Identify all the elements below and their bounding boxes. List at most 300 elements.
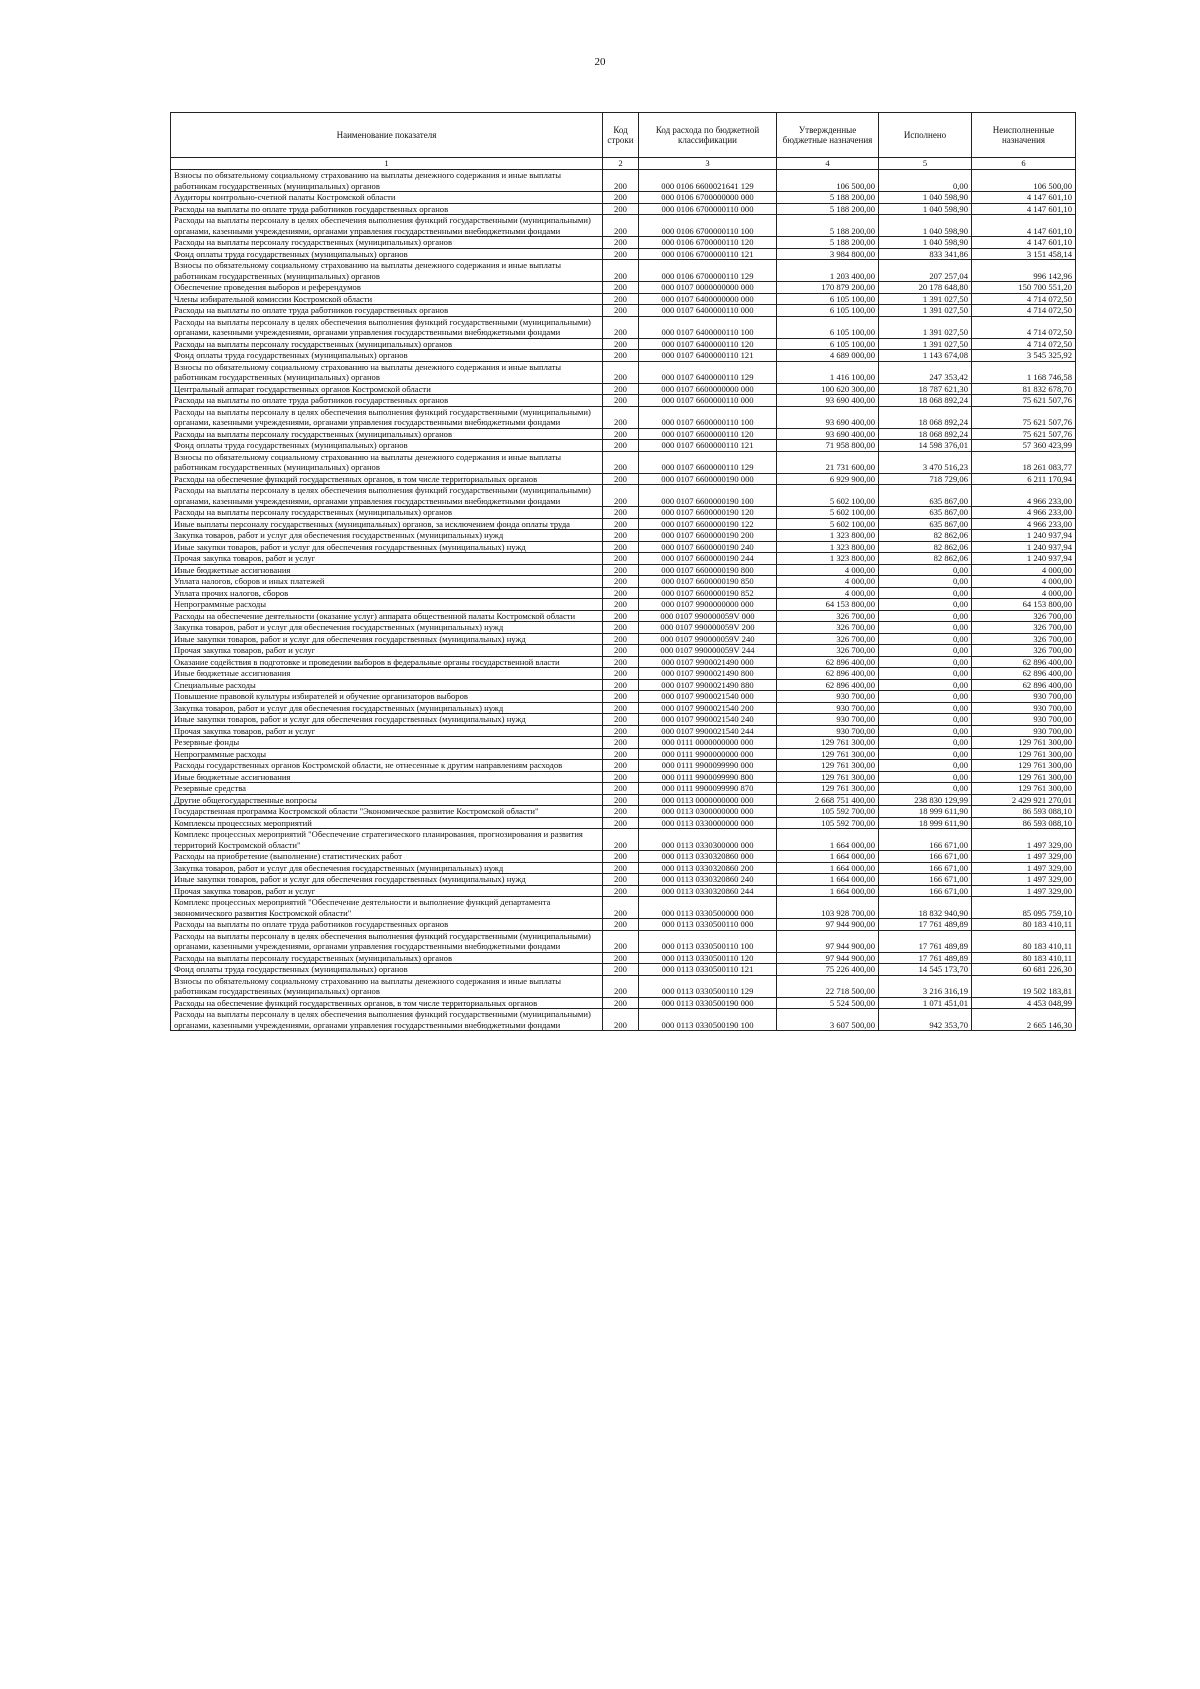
row-name: Расходы на выплаты персоналу государственных (муниципальных) органов (171, 338, 603, 350)
row-executed: 0,00 (879, 679, 972, 691)
row-name: Иные выплаты персоналу государственных (муниципальных) органов, за исключением фонда оплаты труда (171, 518, 603, 530)
table-row (171, 817, 1076, 829)
row-approved: 100 620 300,00 (777, 383, 879, 395)
row-approved: 1 203 400,00 (777, 260, 879, 282)
row-budget-code: 000 0113 0330500190 100 (639, 1009, 777, 1031)
row-approved: 3 984 800,00 (777, 248, 879, 260)
table-row (171, 599, 1076, 611)
column-number: 3 (639, 158, 777, 170)
row-executed: 0,00 (879, 599, 972, 611)
row-executed: 0,00 (879, 760, 972, 772)
row-line-code: 200 (603, 771, 639, 783)
row-name: Взносы по обязательному социальному страхованию на выплаты денежного содержания и иные выплаты работникам государственных (муниципальных) органов (171, 260, 603, 282)
row-unexecuted: 4 147 601,10 (972, 203, 1076, 215)
row-budget-code: 000 0107 990000059V 200 (639, 622, 777, 634)
row-executed: 18 068 892,24 (879, 395, 972, 407)
table-row (171, 714, 1076, 726)
row-line-code: 200 (603, 507, 639, 519)
row-budget-code: 000 0107 6600000190 120 (639, 507, 777, 519)
row-executed: 18 832 940,90 (879, 897, 972, 919)
row-unexecuted: 4 000,00 (972, 587, 1076, 599)
row-approved: 3 607 500,00 (777, 1009, 879, 1031)
row-unexecuted: 75 621 507,76 (972, 395, 1076, 407)
row-name: Обеспечение проведения выборов и референдумов (171, 282, 603, 294)
row-executed: 207 257,04 (879, 260, 972, 282)
row-unexecuted: 64 153 800,00 (972, 599, 1076, 611)
row-line-code: 200 (603, 237, 639, 249)
row-unexecuted: 1 168 746,58 (972, 361, 1076, 383)
row-budget-code: 000 0113 0330500110 121 (639, 964, 777, 976)
table-row (171, 633, 1076, 645)
row-unexecuted: 4 714 072,50 (972, 316, 1076, 338)
row-name: Члены избирательной комиссии Костромской области (171, 293, 603, 305)
row-name: Расходы на выплаты персоналу государственных (муниципальных) органов (171, 428, 603, 440)
table-row (171, 440, 1076, 452)
row-line-code: 200 (603, 428, 639, 440)
row-unexecuted: 106 500,00 (972, 170, 1076, 192)
row-name: Фонд оплаты труда государственных (муниципальных) органов (171, 964, 603, 976)
row-budget-code: 000 0107 6600000190 240 (639, 541, 777, 553)
row-budget-code: 000 0107 6600000110 120 (639, 428, 777, 440)
row-name: Фонд оплаты труда государственных (муниципальных) органов (171, 350, 603, 362)
row-line-code: 200 (603, 260, 639, 282)
row-line-code: 200 (603, 668, 639, 680)
row-line-code: 200 (603, 691, 639, 703)
row-line-code: 200 (603, 897, 639, 919)
table-row (171, 656, 1076, 668)
row-unexecuted: 19 502 183,81 (972, 975, 1076, 997)
row-approved: 129 761 300,00 (777, 748, 879, 760)
table-row (171, 874, 1076, 886)
row-executed: 0,00 (879, 656, 972, 668)
row-approved: 930 700,00 (777, 702, 879, 714)
row-unexecuted: 4 147 601,10 (972, 237, 1076, 249)
table-row (171, 645, 1076, 657)
row-executed: 0,00 (879, 668, 972, 680)
row-name: Центральный аппарат государственных органов Костромской области (171, 383, 603, 395)
row-budget-code: 000 0107 6600000110 100 (639, 406, 777, 428)
row-name: Расходы на обеспечение функций государственных органов, в том числе территориальных органов (171, 473, 603, 485)
row-line-code: 200 (603, 885, 639, 897)
row-approved: 97 944 900,00 (777, 952, 879, 964)
row-name: Прочая закупка товаров, работ и услуг (171, 553, 603, 565)
row-line-code: 200 (603, 440, 639, 452)
row-line-code: 200 (603, 1009, 639, 1031)
row-executed: 82 862,06 (879, 541, 972, 553)
row-executed: 1 040 598,90 (879, 192, 972, 204)
row-budget-code: 000 0111 9900099990 000 (639, 760, 777, 772)
row-budget-code: 000 0113 0330500110 120 (639, 952, 777, 964)
row-unexecuted: 86 593 088,10 (972, 817, 1076, 829)
table-row (171, 518, 1076, 530)
row-line-code: 200 (603, 997, 639, 1009)
table-row (171, 395, 1076, 407)
row-name: Другие общегосударственные вопросы (171, 794, 603, 806)
row-executed: 14 598 376,01 (879, 440, 972, 452)
row-approved: 1 664 000,00 (777, 851, 879, 863)
row-line-code: 200 (603, 485, 639, 507)
row-executed: 238 830 129,99 (879, 794, 972, 806)
header-unexecuted: Неисполненные назначения (972, 113, 1076, 158)
row-approved: 6 105 100,00 (777, 305, 879, 317)
row-unexecuted: 326 700,00 (972, 622, 1076, 634)
table-row (171, 691, 1076, 703)
row-budget-code: 000 0113 0330320860 240 (639, 874, 777, 886)
row-line-code: 200 (603, 760, 639, 772)
table-row (171, 192, 1076, 204)
row-approved: 22 718 500,00 (777, 975, 879, 997)
table-row (171, 748, 1076, 760)
table-row (171, 737, 1076, 749)
row-approved: 97 944 900,00 (777, 930, 879, 952)
row-executed: 0,00 (879, 170, 972, 192)
row-name: Расходы на выплаты по оплате труда работников государственных органов (171, 395, 603, 407)
row-executed: 1 391 027,50 (879, 293, 972, 305)
row-executed: 1 143 674,08 (879, 350, 972, 362)
row-name: Иные закупки товаров, работ и услуг для обеспечения государственных (муниципальных) нужд (171, 633, 603, 645)
row-approved: 6 105 100,00 (777, 338, 879, 350)
row-line-code: 200 (603, 451, 639, 473)
row-approved: 1 664 000,00 (777, 874, 879, 886)
row-line-code: 200 (603, 919, 639, 931)
row-executed: 1 040 598,90 (879, 237, 972, 249)
row-executed: 17 761 489,89 (879, 930, 972, 952)
row-budget-code: 000 0107 6400000000 000 (639, 293, 777, 305)
row-approved: 5 602 100,00 (777, 507, 879, 519)
row-name: Расходы на выплаты персоналу в целях обеспечения выполнения функций государственными (муниципальными) органами, казенными учреждениями, органами управления государственными внебюджетными фондами (171, 485, 603, 507)
row-budget-code: 000 0107 9900021540 244 (639, 725, 777, 737)
row-budget-code: 000 0107 9900021540 000 (639, 691, 777, 703)
table-row (171, 406, 1076, 428)
row-name: Фонд оплаты труда государственных (муниципальных) органов (171, 440, 603, 452)
row-line-code: 200 (603, 851, 639, 863)
row-executed: 0,00 (879, 645, 972, 657)
row-approved: 6 105 100,00 (777, 293, 879, 305)
row-executed: 3 216 316,19 (879, 975, 972, 997)
row-approved: 326 700,00 (777, 633, 879, 645)
header-approved: Утвержденные бюджетные назначения (777, 113, 879, 158)
row-line-code: 200 (603, 633, 639, 645)
row-executed: 18 068 892,24 (879, 428, 972, 440)
row-unexecuted: 4 966 233,00 (972, 507, 1076, 519)
page-number: 20 (594, 56, 606, 68)
table-row (171, 760, 1076, 772)
row-name: Взносы по обязательному социальному страхованию на выплаты денежного содержания и иные выплаты работникам государственных (муниципальных) органов (171, 170, 603, 192)
row-line-code: 200 (603, 338, 639, 350)
row-line-code: 200 (603, 406, 639, 428)
row-approved: 5 602 100,00 (777, 518, 879, 530)
row-unexecuted: 326 700,00 (972, 610, 1076, 622)
row-line-code: 200 (603, 361, 639, 383)
row-budget-code: 000 0107 0000000000 000 (639, 282, 777, 294)
row-approved: 4 000,00 (777, 564, 879, 576)
row-name: Расходы на выплаты персоналу государственных (муниципальных) органов (171, 237, 603, 249)
row-approved: 1 664 000,00 (777, 862, 879, 874)
table-row (171, 203, 1076, 215)
row-budget-code: 000 0113 0330000000 000 (639, 817, 777, 829)
row-line-code: 200 (603, 215, 639, 237)
row-approved: 64 153 800,00 (777, 599, 879, 611)
row-name: Повышение правовой культуры избирателей и обучение организаторов выборов (171, 691, 603, 703)
table-row (171, 897, 1076, 919)
row-executed: 0,00 (879, 714, 972, 726)
row-line-code: 200 (603, 248, 639, 260)
row-executed: 635 867,00 (879, 507, 972, 519)
row-budget-code: 000 0107 6400000110 100 (639, 316, 777, 338)
column-number: 5 (879, 158, 972, 170)
row-executed: 1 071 451,01 (879, 997, 972, 1009)
row-approved: 5 602 100,00 (777, 485, 879, 507)
row-unexecuted: 326 700,00 (972, 645, 1076, 657)
row-approved: 1 664 000,00 (777, 829, 879, 851)
row-budget-code: 000 0107 9900021490 000 (639, 656, 777, 668)
row-executed: 0,00 (879, 610, 972, 622)
table-row (171, 622, 1076, 634)
row-executed: 0,00 (879, 587, 972, 599)
row-budget-code: 000 0107 9900021490 880 (639, 679, 777, 691)
row-unexecuted: 1 497 329,00 (972, 862, 1076, 874)
row-line-code: 200 (603, 293, 639, 305)
row-budget-code: 000 0111 0000000000 000 (639, 737, 777, 749)
row-name: Комплекс процессных мероприятий "Обеспечение деятельности и выполнение функций департамента экономического развития Костромской области" (171, 897, 603, 919)
row-approved: 930 700,00 (777, 691, 879, 703)
row-unexecuted: 4 714 072,50 (972, 338, 1076, 350)
table-row (171, 507, 1076, 519)
row-unexecuted: 129 761 300,00 (972, 760, 1076, 772)
row-executed: 1 040 598,90 (879, 203, 972, 215)
table-row (171, 610, 1076, 622)
header-name: Наименование показателя (171, 113, 603, 158)
row-line-code: 200 (603, 806, 639, 818)
row-executed: 942 353,70 (879, 1009, 972, 1031)
row-executed: 0,00 (879, 691, 972, 703)
row-approved: 1 323 800,00 (777, 541, 879, 553)
row-executed: 635 867,00 (879, 518, 972, 530)
row-name: Непрограммные расходы (171, 599, 603, 611)
row-budget-code: 000 0113 0330500110 000 (639, 919, 777, 931)
row-approved: 2 668 751 400,00 (777, 794, 879, 806)
row-budget-code: 000 0107 6600000110 129 (639, 451, 777, 473)
row-unexecuted: 80 183 410,11 (972, 919, 1076, 931)
header-line-code: Код строки (603, 113, 639, 158)
table-row (171, 316, 1076, 338)
row-approved: 326 700,00 (777, 610, 879, 622)
row-unexecuted: 1 240 937,94 (972, 553, 1076, 565)
row-approved: 62 896 400,00 (777, 679, 879, 691)
row-unexecuted: 1 497 329,00 (972, 829, 1076, 851)
row-name: Расходы на приобретение (выполнение) статистических работ (171, 851, 603, 863)
row-unexecuted: 3 151 458,14 (972, 248, 1076, 260)
row-approved: 103 928 700,00 (777, 897, 879, 919)
table-row (171, 794, 1076, 806)
row-name: Прочая закупка товаров, работ и услуг (171, 725, 603, 737)
row-budget-code: 000 0106 6700000110 121 (639, 248, 777, 260)
row-budget-code: 000 0113 0330300000 000 (639, 829, 777, 851)
table-row (171, 975, 1076, 997)
table-row (171, 451, 1076, 473)
row-line-code: 200 (603, 541, 639, 553)
table-body (171, 170, 1076, 1031)
row-budget-code: 000 0107 6600000190 800 (639, 564, 777, 576)
row-name: Закупка товаров, работ и услуг для обеспечения государственных (муниципальных) нужд (171, 530, 603, 542)
table-row (171, 679, 1076, 691)
row-line-code: 200 (603, 622, 639, 634)
row-line-code: 200 (603, 192, 639, 204)
row-approved: 4 689 000,00 (777, 350, 879, 362)
header-budget-code: Код расхода по бюджетной классификации (639, 113, 777, 158)
header-row (171, 113, 1076, 158)
row-name: Уплата прочих налогов, сборов (171, 587, 603, 599)
table-row (171, 668, 1076, 680)
row-name: Специальные расходы (171, 679, 603, 691)
row-line-code: 200 (603, 656, 639, 668)
row-name: Резервные фонды (171, 737, 603, 749)
row-approved: 62 896 400,00 (777, 668, 879, 680)
row-name: Расходы на обеспечение деятельности (оказание услуг) аппарата общественной палаты Костромской области (171, 610, 603, 622)
row-name: Расходы на выплаты персоналу государственных (муниципальных) органов (171, 952, 603, 964)
row-name: Расходы на выплаты персоналу в целях обеспечения выполнения функций государственными (муниципальными) органами, казенными учреждениями, органами управления государственными внебюджетными фондами (171, 215, 603, 237)
row-unexecuted: 129 761 300,00 (972, 771, 1076, 783)
row-unexecuted: 80 183 410,11 (972, 930, 1076, 952)
row-name: Резервные средства (171, 783, 603, 795)
row-unexecuted: 62 896 400,00 (972, 656, 1076, 668)
row-approved: 75 226 400,00 (777, 964, 879, 976)
row-unexecuted: 1 497 329,00 (972, 874, 1076, 886)
row-executed: 14 545 173,70 (879, 964, 972, 976)
row-line-code: 200 (603, 702, 639, 714)
row-line-code: 200 (603, 930, 639, 952)
row-line-code: 200 (603, 783, 639, 795)
row-executed: 1 391 027,50 (879, 305, 972, 317)
row-budget-code: 000 0107 9900021540 240 (639, 714, 777, 726)
row-unexecuted: 930 700,00 (972, 691, 1076, 703)
row-line-code: 200 (603, 874, 639, 886)
row-unexecuted: 1 497 329,00 (972, 885, 1076, 897)
row-unexecuted: 6 211 170,94 (972, 473, 1076, 485)
row-line-code: 200 (603, 473, 639, 485)
row-name: Уплата налогов, сборов и иных платежей (171, 576, 603, 588)
row-unexecuted: 4 453 048,99 (972, 997, 1076, 1009)
row-executed: 1 391 027,50 (879, 316, 972, 338)
row-executed: 166 671,00 (879, 829, 972, 851)
row-approved: 1 323 800,00 (777, 530, 879, 542)
table-row (171, 237, 1076, 249)
table-row (171, 885, 1076, 897)
row-executed: 1 040 598,90 (879, 215, 972, 237)
row-executed: 18 999 611,90 (879, 817, 972, 829)
row-budget-code: 000 0106 6600021641 129 (639, 170, 777, 192)
row-name: Прочая закупка товаров, работ и услуг (171, 645, 603, 657)
table-row (171, 541, 1076, 553)
row-line-code: 200 (603, 282, 639, 294)
row-approved: 105 592 700,00 (777, 817, 879, 829)
row-approved: 129 761 300,00 (777, 737, 879, 749)
row-budget-code: 000 0113 0000000000 000 (639, 794, 777, 806)
row-unexecuted: 75 621 507,76 (972, 428, 1076, 440)
table-row (171, 485, 1076, 507)
row-approved: 930 700,00 (777, 714, 879, 726)
row-unexecuted: 930 700,00 (972, 702, 1076, 714)
row-line-code: 200 (603, 203, 639, 215)
table-row (171, 305, 1076, 317)
row-approved: 5 188 200,00 (777, 215, 879, 237)
row-line-code: 200 (603, 748, 639, 760)
row-budget-code: 000 0113 0330500110 100 (639, 930, 777, 952)
row-line-code: 200 (603, 553, 639, 565)
row-unexecuted: 81 832 678,70 (972, 383, 1076, 395)
row-name: Иные бюджетные ассигнования (171, 564, 603, 576)
row-unexecuted: 4 714 072,50 (972, 305, 1076, 317)
row-budget-code: 000 0113 0330500110 129 (639, 975, 777, 997)
table-row (171, 473, 1076, 485)
row-line-code: 200 (603, 587, 639, 599)
table-row (171, 997, 1076, 1009)
row-approved: 5 188 200,00 (777, 203, 879, 215)
row-approved: 1 416 100,00 (777, 361, 879, 383)
row-budget-code: 000 0107 6600000110 121 (639, 440, 777, 452)
row-name: Иные закупки товаров, работ и услуг для обеспечения государственных (муниципальных) нужд (171, 541, 603, 553)
row-line-code: 200 (603, 530, 639, 542)
budget-execution-table (170, 112, 1076, 1031)
row-executed: 0,00 (879, 576, 972, 588)
row-unexecuted: 4 147 601,10 (972, 215, 1076, 237)
table-row (171, 1009, 1076, 1031)
table-row (171, 248, 1076, 260)
row-executed: 833 341,86 (879, 248, 972, 260)
row-unexecuted: 996 142,96 (972, 260, 1076, 282)
table-row (171, 771, 1076, 783)
row-unexecuted: 2 429 921 270,01 (972, 794, 1076, 806)
row-name: Комплекс процессных мероприятий "Обеспечение стратегического планирования, прогнозирования и развития территорий Костромской области" (171, 829, 603, 851)
table-row (171, 702, 1076, 714)
row-unexecuted: 4 147 601,10 (972, 192, 1076, 204)
row-approved: 129 761 300,00 (777, 760, 879, 772)
table-row (171, 383, 1076, 395)
row-budget-code: 000 0107 6400000110 121 (639, 350, 777, 362)
row-name: Расходы на выплаты персоналу в целях обеспечения выполнения функций государственными (муниципальными) органами, казенными учреждениями, органами управления государственными внебюджетными фондами (171, 406, 603, 428)
row-approved: 106 500,00 (777, 170, 879, 192)
row-budget-code: 000 0107 990000059V 000 (639, 610, 777, 622)
table-row (171, 428, 1076, 440)
row-budget-code: 000 0113 0300000000 000 (639, 806, 777, 818)
row-approved: 71 958 800,00 (777, 440, 879, 452)
row-executed: 166 671,00 (879, 885, 972, 897)
table-row (171, 919, 1076, 931)
row-line-code: 200 (603, 794, 639, 806)
row-executed: 166 671,00 (879, 851, 972, 863)
row-executed: 82 862,06 (879, 530, 972, 542)
table-row (171, 260, 1076, 282)
table-row (171, 930, 1076, 952)
row-unexecuted: 1 240 937,94 (972, 530, 1076, 542)
row-name: Закупка товаров, работ и услуг для обеспечения государственных (муниципальных) нужд (171, 702, 603, 714)
row-line-code: 200 (603, 610, 639, 622)
row-name: Взносы по обязательному социальному страхованию на выплаты денежного содержания и иные выплаты работникам государственных (муниципальных) органов (171, 451, 603, 473)
row-unexecuted: 62 896 400,00 (972, 668, 1076, 680)
row-unexecuted: 326 700,00 (972, 633, 1076, 645)
row-line-code: 200 (603, 862, 639, 874)
row-approved: 5 524 500,00 (777, 997, 879, 1009)
row-name: Взносы по обязательному социальному страхованию на выплаты денежного содержания и иные выплаты работникам государственных (муниципальных) органов (171, 361, 603, 383)
row-unexecuted: 2 665 146,30 (972, 1009, 1076, 1031)
row-executed: 17 761 489,89 (879, 919, 972, 931)
table-row (171, 350, 1076, 362)
row-name: Расходы на выплаты по оплате труда работников государственных органов (171, 305, 603, 317)
row-executed: 0,00 (879, 633, 972, 645)
column-number-row (171, 158, 1076, 170)
row-executed: 1 391 027,50 (879, 338, 972, 350)
row-name: Фонд оплаты труда государственных (муниципальных) органов (171, 248, 603, 260)
